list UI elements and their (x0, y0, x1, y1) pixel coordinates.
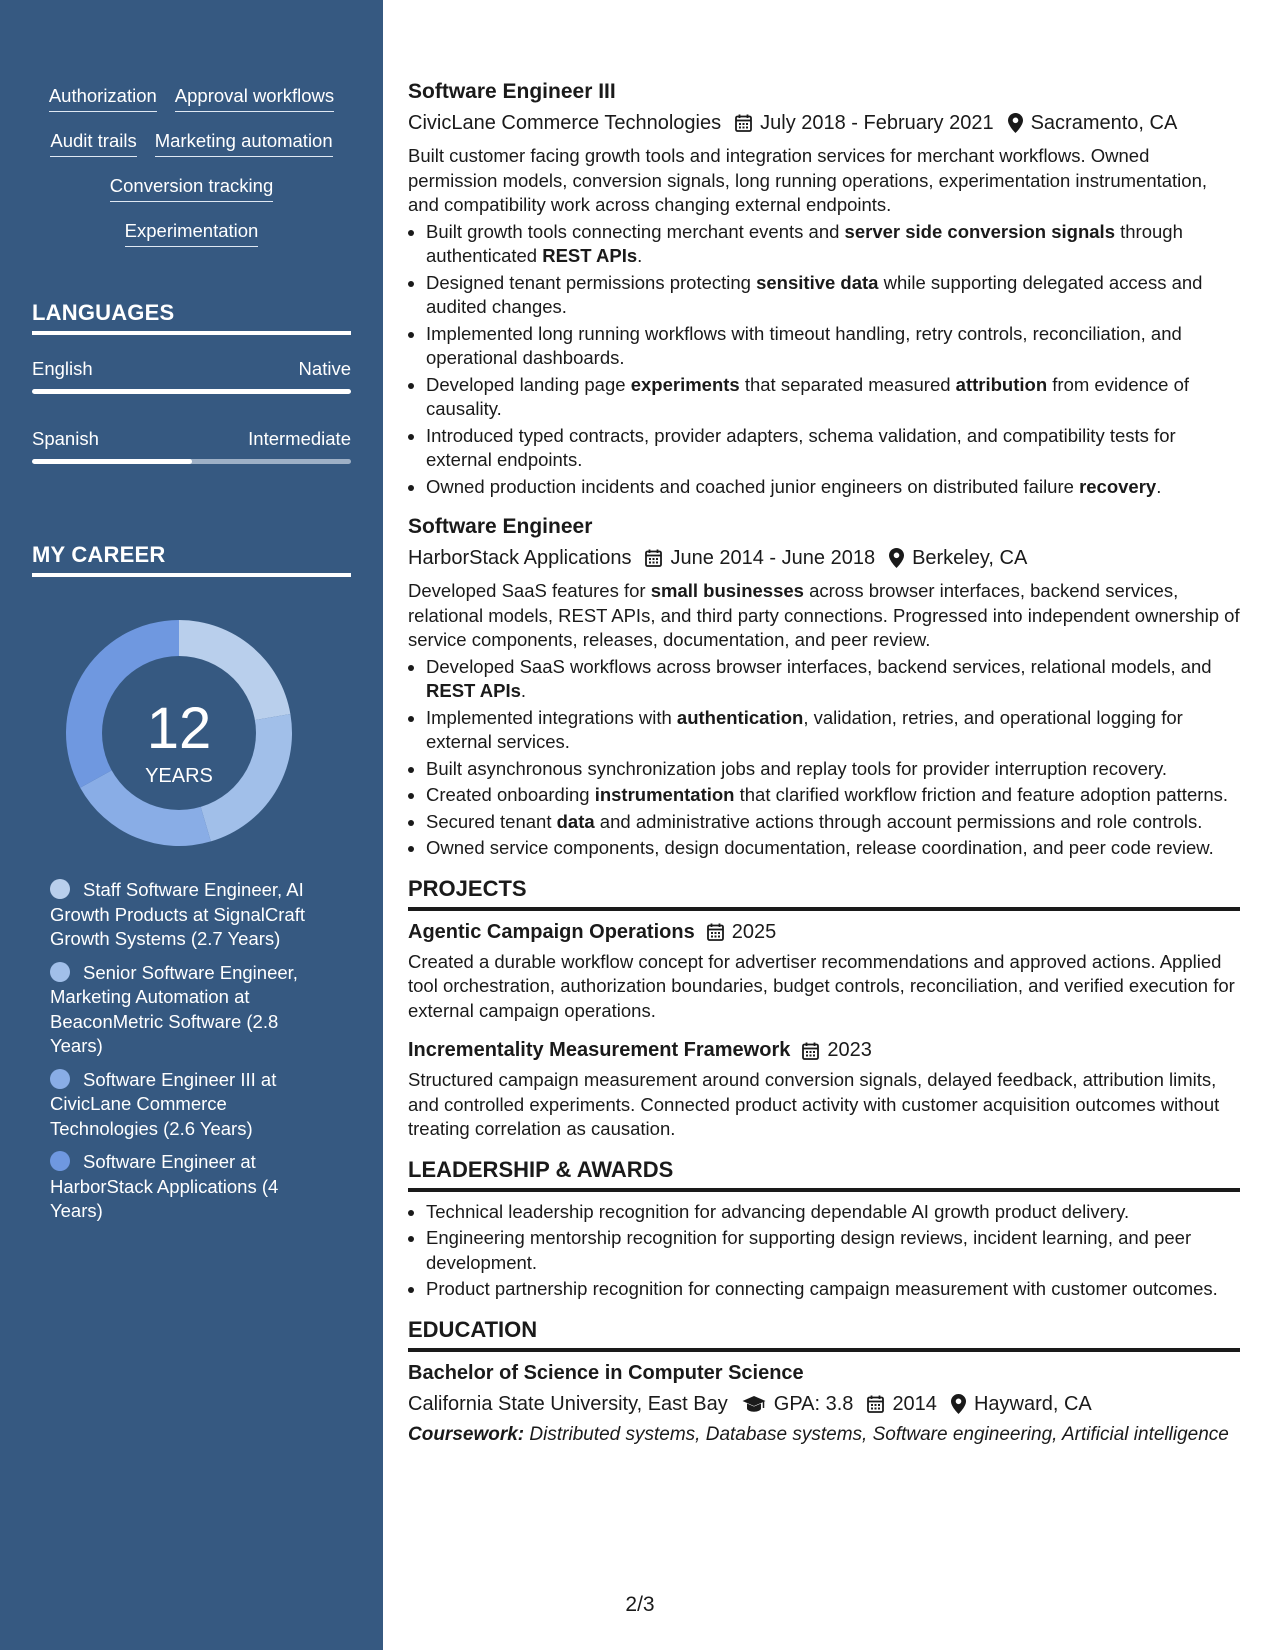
career-dot (50, 1069, 70, 1089)
bullet-item (426, 322, 1240, 371)
bullet-item (426, 655, 1240, 704)
education-degree: Bachelor of Science in Computer Science (408, 1361, 804, 1384)
text-segment: Created onboarding (426, 784, 595, 805)
text-segment: Built asynchronous synchronization jobs and replay tools for provider interruption recovery. (426, 757, 1168, 779)
leadership-heading: LEADERSHIP & AWARDS (408, 1156, 1240, 1192)
bullet-item (426, 271, 1240, 320)
education-location: Hayward, CA (973, 1392, 1092, 1415)
language-proficiency-fill (32, 459, 192, 464)
company-name: CivicLane Commerce Technologies (408, 112, 722, 134)
language-level: Native (298, 358, 351, 379)
education-school: California State University, East Bay (408, 1392, 728, 1415)
career-years-label: YEARS (145, 765, 213, 787)
text-segment: . (1156, 475, 1162, 497)
bold-keyword: data (556, 810, 595, 832)
skills-list (32, 84, 351, 264)
career-total-years: 12 (146, 696, 212, 761)
job-bullets (408, 220, 1240, 500)
job-title: Software Engineer (408, 515, 593, 538)
map-pin-icon (1008, 113, 1023, 133)
calendar-icon (735, 114, 752, 132)
skill-tag: Approval workflows (175, 84, 334, 112)
career-item (50, 878, 330, 952)
job-summary: Built customer facing growth tools and integration services for merchant workflows. Owned permission models, conversion signals, long running operations, experimentation instrumentation, and compatibility work across changing external endpoints. (408, 145, 1208, 215)
graduation-cap-icon (742, 1395, 766, 1413)
text-segment: Owned production incidents and coached junior engineers on distributed failure (426, 475, 1080, 497)
education-gpa: GPA: 3.8 (773, 1392, 854, 1415)
language-level: Intermediate (248, 428, 351, 449)
bold-keyword: small businesses (650, 580, 804, 601)
sidebar (0, 0, 383, 1650)
job-bullets (408, 655, 1240, 861)
career-heading: MY CAREER (32, 542, 351, 577)
language-proficiency-fill (32, 389, 351, 394)
text-segment: and administrative actions through account permissions and role controls. (594, 810, 1203, 832)
text-segment: Implemented integrations with (426, 706, 677, 728)
text-segment: , validation, retries, and operational logging for external services. (426, 706, 1183, 752)
career-item-text: Senior Software Engineer, Marketing Automation at BeaconMetric Software (2.8 Years) (50, 961, 298, 1056)
skill-tag: Experimentation (125, 219, 259, 247)
text-segment: . (637, 245, 643, 266)
language-english (32, 358, 351, 394)
coursework-label: Coursework: (408, 1423, 525, 1445)
text-segment: Owned service components, design documentation, release coordination, and peer code review. (426, 837, 1214, 858)
calendar-icon (707, 923, 724, 941)
map-pin-icon (951, 1394, 966, 1414)
page-number: 2/3 (625, 1593, 655, 1616)
leadership-list (408, 1200, 1240, 1302)
education-heading: EDUCATION (408, 1316, 1240, 1352)
bullet-item (426, 373, 1240, 422)
text-segment: Designed tenant permissions protecting (426, 271, 757, 293)
project-description: Created a durable workflow concept for advertiser recommendations and approved actions. Applied tool orchestration, authorization boundaries, budget controls, reconciliation, and verified execution for external campaign operations. (408, 950, 1235, 1021)
education-meta (408, 1391, 1240, 1417)
text-segment: that separated measured (739, 373, 956, 395)
education-year: 2014 (892, 1392, 937, 1415)
languages-heading: LANGUAGES (32, 300, 351, 335)
project-year: 2025 (731, 920, 777, 943)
job-dates: July 2018 - February 2021 (760, 112, 994, 134)
map-pin-icon (889, 548, 904, 568)
job-meta (408, 545, 1240, 571)
skills-row (32, 84, 351, 129)
skills-row (32, 219, 351, 264)
career-list (50, 878, 330, 1233)
company-name: HarborStack Applications (408, 547, 632, 569)
text-segment: while supporting delegated access and audited changes. (426, 271, 1203, 317)
job-meta (408, 110, 1240, 136)
leadership-item: • Engineering mentorship recognition for supporting design reviews, incident learning, and peer development. (426, 1226, 1240, 1275)
text-segment: that clarified workflow friction and feature adoption patterns. (734, 784, 1229, 805)
text-segment: Developed SaaS features for (408, 580, 651, 601)
text-segment: across browser interfaces, backend services, relational models, REST APIs, and third party connections. Progressed into independent ownership of service components, releases, documentation, and peer review. (408, 580, 1240, 650)
career-item-text: Software Engineer at HarborStack Applications (4 Years) (50, 1151, 279, 1221)
skill-tag: Marketing automation (155, 129, 333, 157)
bold-keyword: authentication (676, 706, 804, 728)
bullet-item (426, 424, 1240, 473)
career-item-text: Staff Software Engineer, AI Growth Products at SignalCraft Growth Systems (2.7 Years) (50, 879, 305, 949)
bold-keyword: instrumentation (594, 784, 735, 805)
bold-keyword: attribution (955, 373, 1048, 395)
bullet-item (426, 810, 1240, 835)
project-entry (408, 919, 1240, 1024)
skill-tag: Audit trails (50, 129, 136, 157)
language-name: English (32, 358, 93, 379)
education-coursework (408, 1423, 1240, 1448)
career-item-text: Software Engineer III at CivicLane Commerce Technologies (2.6 Years) (50, 1068, 277, 1139)
main-content (408, 78, 1240, 1447)
calendar-icon (802, 1042, 819, 1060)
language-proficiency-bar (32, 459, 351, 464)
calendar-icon (867, 1395, 884, 1413)
project-year: 2023 (827, 1039, 872, 1061)
bullet-item (426, 475, 1240, 500)
project-title: Incrementality Measurement Framework (408, 1039, 791, 1061)
coursework-text: Distributed systems, Database systems, Software engineering, Artificial intelligence (524, 1423, 1229, 1445)
leadership-item: • Product partnership recognition for connecting campaign measurement with customer outcomes. (426, 1277, 1240, 1302)
bullet-item (426, 783, 1240, 808)
language-name: Spanish (32, 428, 99, 449)
bold-keyword: server side conversion signals (844, 220, 1115, 242)
career-item (50, 1150, 330, 1224)
career-dot (50, 962, 70, 982)
job-dates: June 2014 - June 2018 (670, 547, 876, 569)
bullet-item (426, 836, 1240, 861)
skills-row (32, 129, 351, 174)
bold-keyword: sensitive data (756, 271, 879, 293)
project-description: Structured campaign measurement around conversion signals, delayed feedback, attribution limits, and controlled experiments. Connected product activity with customer acquisition outcomes without treating correlation as causation. (408, 1069, 1220, 1139)
bold-keyword: experiments (630, 373, 740, 395)
text-segment: through authenticated (426, 220, 1183, 266)
job-summary (408, 579, 1240, 653)
language-spanish (32, 428, 351, 464)
career-donut-chart (66, 620, 292, 846)
skill-tag: Authorization (49, 84, 157, 112)
language-proficiency-bar (32, 389, 351, 394)
text-segment: from evidence of causality. (426, 373, 1190, 419)
text-segment: Developed SaaS workflows across browser interfaces, backend services, relational models, and (426, 655, 1212, 677)
text-segment: Secured tenant (426, 810, 557, 832)
text-segment: Introduced typed contracts, provider adapters, schema validation, and compatibility tests for external endpoints. (426, 424, 1176, 470)
career-item (50, 1068, 330, 1142)
bullet-item (426, 757, 1240, 782)
career-item (50, 961, 330, 1059)
skills-row (32, 174, 351, 219)
text-segment: . (520, 680, 527, 701)
experience-entry (408, 78, 1240, 499)
calendar-icon (645, 549, 662, 567)
bold-keyword: recovery (1079, 475, 1157, 497)
bullet-item (426, 220, 1240, 269)
bullet-item (426, 706, 1240, 755)
project-title: Agentic Campaign Operations (408, 920, 695, 943)
projects-heading: PROJECTS (408, 875, 1240, 911)
text-segment: Built growth tools connecting merchant events and (426, 220, 845, 242)
experience-entry (408, 513, 1240, 861)
text-segment: Implemented long running workflows with timeout handling, retry controls, reconciliation, and operational dashboards. (426, 322, 1182, 368)
bold-keyword: REST APIs (542, 245, 638, 266)
skill-tag: Conversion tracking (110, 174, 274, 202)
career-dot (50, 1151, 70, 1171)
job-location: Berkeley, CA (912, 547, 1028, 569)
leadership-item: • Technical leadership recognition for advancing dependable AI growth product delivery. (426, 1200, 1240, 1225)
bold-keyword: REST APIs (426, 680, 521, 701)
text-segment: Developed landing page (426, 373, 631, 395)
job-title: Software Engineer III (408, 80, 616, 103)
job-location: Sacramento, CA (1030, 112, 1178, 134)
career-dot (50, 879, 70, 899)
project-entry (408, 1037, 1240, 1142)
